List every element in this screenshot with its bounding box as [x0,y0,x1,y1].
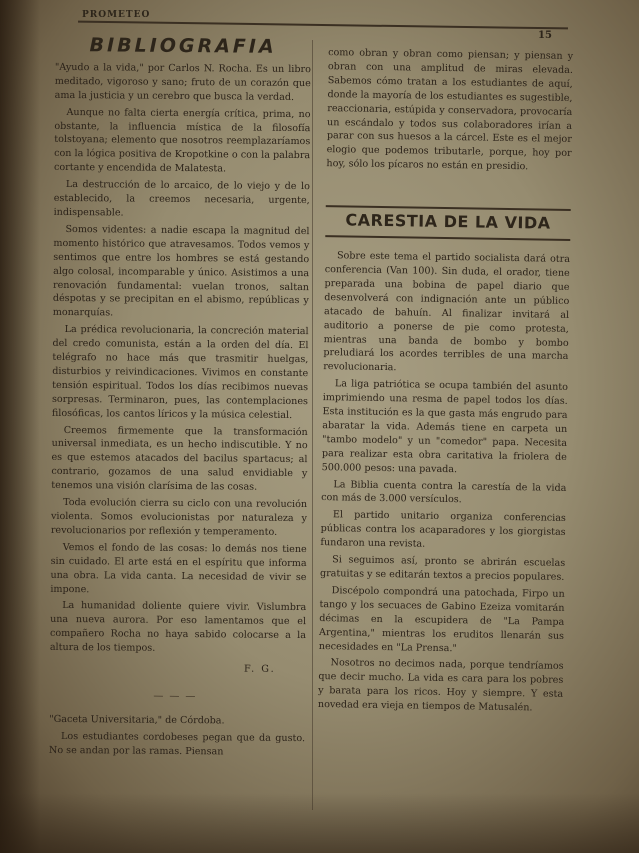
page-shadow-left [0,0,40,853]
paragraph: Somos videntes: a nadie escapa la magnitud del momento histórico que atravesamos. Todos vemos y sentimos que entre los hombres se está gestando algo colosal, incomparable y único. Asistimos a una renovación fundamental: vuelan tronos, saltan déspotas y se precipitan en el abismo, repúblicas y monarquías. [52,223,310,319]
author-signature: F. G. [243,663,276,675]
paragraph: El partido unitario organiza conferencias públicas contra los acaparadores y los giorgistas fundaron una revista. [320,509,566,550]
right-column [318,46,573,719]
paragraph: La prédica revolucionaria, la concreción material del credo comunista, están a la orden del día. El telégrafo no hace más que trasmitir huelgas, disturbios y reivindicaciones. Vivimos en constante tensión espiritual. Todos los días recibimos nuevas sorpresas. Terminaron, pues, las contemplaciones filosóficas, los cantos líricos y la música celestial. [51,324,309,421]
paragraph: como obran y obran como piensan; y piensan y obran con una amplitud de miras elevada. Sabemos cómo tratan a los estudiantes de aquí, donde la mayoría de los estudiantes es sugestible, reaccionaria, estúpida y conservadora, provocaría un escándalo y todos sus colaboradores irían a parar con sus huesos a la cárcel. Este es el mejor elogio que podemos tributarle, porque, hoy por hoy, sólo los pícaros no están en presidio. [326,47,574,173]
page-number: 15 [538,30,552,41]
paragraph: "Ayudo a la vida," por Carlos N. Rocha. Es un libro meditado, vigoroso y sano; fruto de un corazón que ama la justicia y un cerebro que busca la verdad. [54,61,311,103]
left-column [48,34,311,763]
paragraph: Creemos firmemente que la transformación universal inmediata, es un hecho indiscutible. Y no es que estemos atacados del bacilus spartacus; al contrario, gozamos de una salud envidiable y tenemos una visión clarísima de las cosas. [51,424,308,493]
paragraph: Los estudiantes cordobeses pegan que da gusto. No se andan por las ramas. Piensan [48,730,306,758]
section-heading-bibliografia: BIBLIOGRAFIA [89,34,277,58]
paragraph: La liga patriótica se ocupa también del asunto imprimiendo una resma de papel todos los días. Esta institución es la que gasta más engrudo para abaratar la vida. Además tiene en carpeta un "tambo modelo" y un "comedor" papa. Necesita para realizar esta obra caritativa la friolera de 500.000 pesos: una pavada. [321,378,569,475]
section-ornament: ——— [153,690,202,703]
running-head: PROMETEO [82,10,151,20]
top-rule [78,21,568,30]
paragraph: Sobre este tema el partido socialista dará otra conferencia (Van 100). Sin duda, el orador, tiene preparada una bobina de papel diario que desenvolverá con indignación ante un público atacado de bahuín. Al finalizar invitará al auditorio a ponerse de pie como protesta, mientras una banda de bombo y bombo preludiará los acordes terribles de una marcha revolucionaria. [323,250,571,374]
paragraph: Nosotros no decimos nada, porque tendríamos que decir mucho. La vida es cara para los pobres y barata para los ricos. Hoy y siempre. Y esta novedad era vieja en tiempos de Matusalén. [317,657,564,714]
paragraph: La humanidad doliente quiere vivir. Vislumbra una nueva aurora. Por eso lamentamos que el compañero Rocha no haya sabido colocarse a la altura de los tiempos. [49,600,307,654]
paragraph: Aunque no falta cierta energía crítica, prima, no obstante, la influencia mística de la filosofía tolstoyana; elemento que nosotros reemplazaríamos con la lógica positiva de Kropotkine o con la palabra cortante y encendida de Malatesta. [53,106,311,175]
paragraph: Si seguimos así, pronto se abrirán escuelas gratuitas y se editarán textos a precios populares. [319,554,566,583]
section-heading-carestia: CARESTIA DE LA VIDA [345,210,551,233]
paragraph: "Gaceta Universitaria," de Córdoba. [49,713,225,727]
page-shadow-bottom [0,793,639,853]
column-divider [312,40,313,810]
paragraph: Vemos el fondo de las cosas: lo demás nos tiene sin cuidado. El arte está en el espíritu que informa una obra. La vida canta. La necesidad de vivir se impone. [50,541,307,595]
section-heading-box [325,205,570,241]
paragraph: La Biblia cuenta contra la carestía de la vida con más de 3.000 versículos. [321,478,567,506]
paragraph: La destrucción de lo arcaico, de lo viejo y de lo establecido, la creemos necesaria, urgente, indispensable. [53,179,310,219]
paragraph: Toda evolución cierra su ciclo con una revolución violenta. Somos evolucionistas por naturaleza y revolucionarios por reflexión y temperamento. [50,497,308,538]
paragraph: Discépolo compondrá una patochada, Firpo un tango y los secuaces de Gabino Ezeiza vomitarán décimas en la escupidera de "La Pampa Argentina," mientras los eruditos llenarán sus necesidades en "La Prensa." [318,585,565,654]
